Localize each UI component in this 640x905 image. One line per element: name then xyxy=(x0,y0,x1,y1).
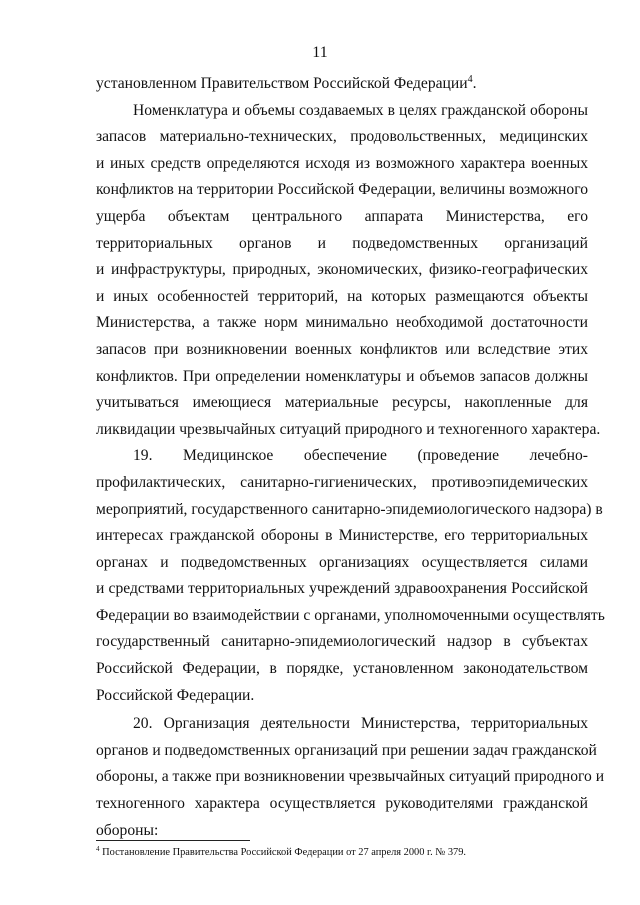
text-line: и инфраструктуры, природных, экономических, физико-географических xyxy=(96,261,588,279)
text-line: органах и подведомственных организациях осуществляется силами xyxy=(96,553,588,571)
line-end: . xyxy=(472,75,477,92)
paragraph-first-line: Номенклатура и объемы создаваемых в целях гражданской обороны xyxy=(133,101,588,119)
text-line: ущерба объектам центрального аппарата Министерства, его xyxy=(96,207,588,225)
text-line: и иных особенностей территорий, на которых размещаются объекты xyxy=(96,287,588,305)
page-number: 11 xyxy=(312,44,328,61)
text-line: Федерации во взаимодействии с органами, уполномоченными осуществлять xyxy=(96,606,605,624)
body-text xyxy=(96,71,605,844)
text-line: органов и подведомственных организаций при решении задач гражданской xyxy=(96,741,597,759)
text-line: конфликтов на территории Российской Федерации, величины возможного xyxy=(96,181,588,199)
footnote-reference: 4 xyxy=(467,74,473,85)
text-line: профилактических, санитарно-гигиенических, противоэпидемических xyxy=(96,473,588,491)
text-line: мероприятий, государственного санитарно-эпидемиологического надзора) в xyxy=(96,500,603,518)
text-line: обороны: xyxy=(96,821,159,839)
text-line: обороны, а также при возникновении чрезвычайных ситуаций природного и xyxy=(96,768,605,786)
paragraph-first-line: 20. Организация деятельности Министерства, территориальных xyxy=(133,715,588,733)
text-line: запасов материально-технических, продовольственных, медицинских xyxy=(96,128,588,146)
text-line: Российской Федерации, в порядке, установленном законодательством xyxy=(96,660,588,678)
text-line: конфликтов. При определении номенклатуры и объемов запасов должны xyxy=(96,367,588,385)
text-line: запасов при возникновении военных конфликтов или вследствие этих xyxy=(96,340,588,358)
text-line: государственный санитарно-эпидемиологический надзор в субъектах xyxy=(96,633,588,651)
line-text: установленном Правительством Российской Федерации xyxy=(96,75,468,92)
footnote-text: Постановление Правительства Российской Федерации от 27 апреля 2000 г. № 379. xyxy=(102,847,467,858)
text-line xyxy=(96,71,588,98)
footnote-marker: 4 xyxy=(96,845,100,853)
footnote-separator xyxy=(96,840,250,841)
text-line: интересах гражданской обороны в Министерстве, его территориальных xyxy=(96,527,588,545)
text-line: территориальных органов и подведомственных организаций xyxy=(96,234,588,252)
text-line: ликвидации чрезвычайных ситуаций природного и техногенного характера. xyxy=(96,420,601,438)
text-line: Министерства, а также норм минимально необходимой достаточности xyxy=(96,314,588,332)
text-line: и средствами территориальных учреждений здравоохранения Российской xyxy=(96,580,588,598)
text-line: техногенного характера осуществляется руководителями гражданской xyxy=(96,795,588,813)
footnote xyxy=(96,846,596,860)
text-line: Российской Федерации. xyxy=(96,686,255,704)
text-line: и иных средств определяются исходя из возможного характера военных xyxy=(96,154,588,172)
text-line: учитываться имеющиеся материальные ресурсы, накопленные для xyxy=(96,394,588,412)
paragraph-first-line: 19. Медицинское обеспечение (проведение лечебно- xyxy=(133,447,588,465)
